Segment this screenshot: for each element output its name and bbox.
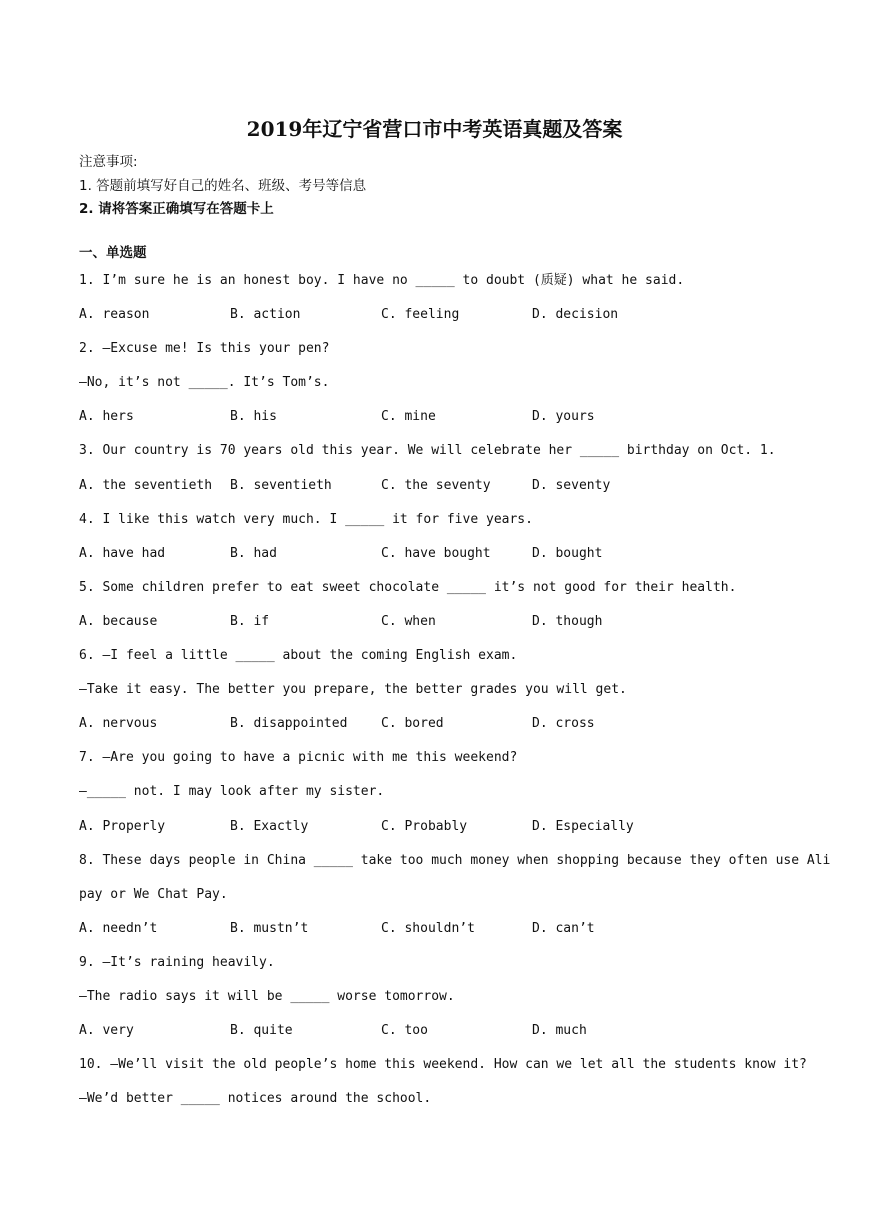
option-c: C. the seventy	[381, 477, 491, 493]
notice-item-2: 2. 请将答案正确填写在答题卡上	[79, 201, 274, 217]
question-line: —No, it’s not _____. It’s Tom’s.	[79, 375, 330, 391]
option-b: B. mustn’t	[230, 920, 309, 936]
option-a: A. have had	[79, 545, 166, 561]
question-stem: 6. —I feel a little _____ about the coming English exam.	[79, 648, 518, 664]
option-b: B. quite	[230, 1023, 293, 1039]
question-2	[79, 332, 799, 434]
option-c: C. too	[381, 1023, 428, 1039]
question-7	[79, 741, 799, 843]
option-c: C. bored	[381, 716, 444, 732]
option-a: A. because	[79, 613, 158, 629]
question-line: —_____ not. I may look after my sister.	[79, 784, 385, 800]
question-line: —The radio says it will be _____ worse tomorrow.	[79, 988, 455, 1004]
question-4	[79, 503, 799, 571]
options-row	[79, 605, 799, 639]
options-row	[79, 1014, 799, 1048]
option-b: B. seventieth	[230, 477, 332, 493]
options-row	[79, 810, 799, 844]
option-d: D. yours	[532, 409, 595, 425]
option-d: D. cross	[532, 716, 595, 732]
question-stem: 5. Some children prefer to eat sweet chocolate _____ it’s not good for their health.	[79, 579, 737, 595]
question-3	[79, 434, 799, 502]
question-list	[79, 264, 831, 1116]
option-d: D. decision	[532, 307, 619, 323]
option-b: B. if	[230, 613, 270, 629]
notice-block	[79, 151, 366, 222]
option-b: B. his	[230, 409, 277, 425]
options-row	[79, 298, 799, 332]
option-a: A. the seventieth	[79, 477, 213, 493]
question-stem: 9. —It’s raining heavily.	[79, 954, 275, 970]
options-row	[79, 707, 799, 741]
option-c: C. shouldn’t	[381, 920, 475, 936]
option-d: D. can’t	[532, 920, 595, 936]
option-d: D. seventy	[532, 477, 611, 493]
option-b: B. action	[230, 307, 301, 323]
option-a: A. Properly	[79, 818, 166, 834]
question-line: pay or We Chat Pay.	[79, 886, 228, 902]
notice-heading: 注意事项:	[79, 154, 138, 170]
question-stem: 2. —Excuse me! Is this your pen?	[79, 341, 330, 357]
option-c: C. feeling	[381, 307, 460, 323]
option-a: A. needn’t	[79, 920, 158, 936]
question-6	[79, 639, 799, 741]
option-d: D. much	[532, 1023, 587, 1039]
option-c: C. Probably	[381, 818, 468, 834]
question-stem: 10. —We’ll visit the old people’s home this weekend. How can we let all the students know it?	[79, 1057, 807, 1073]
question-10	[79, 1048, 807, 1116]
options-row	[79, 469, 799, 503]
question-1	[79, 264, 799, 332]
notice-item-1: 1. 答题前填写好自己的姓名、班级、考号等信息	[79, 177, 367, 194]
option-a: A. hers	[79, 409, 134, 425]
option-a: A. nervous	[79, 716, 158, 732]
question-9	[79, 946, 799, 1048]
options-row	[79, 912, 799, 946]
option-d: D. bought	[532, 545, 603, 561]
option-c: C. have bought	[381, 545, 491, 561]
option-a: A. very	[79, 1023, 134, 1039]
option-a: A. reason	[79, 307, 150, 323]
options-row	[79, 400, 799, 434]
option-d: D. though	[532, 613, 603, 629]
option-b: B. Exactly	[230, 818, 309, 834]
section-heading: 一、单选题	[79, 245, 147, 261]
page-title: 2019年辽宁省营口市中考英语真题及答案	[246, 117, 623, 141]
question-stem: 7. —Are you going to have a picnic with me this weekend?	[79, 750, 518, 766]
question-8	[79, 844, 831, 946]
option-b: B. had	[230, 545, 277, 561]
question-stem: 3. Our country is 70 years old this year. We will celebrate her _____ birthday on Oct. 1.	[79, 443, 776, 459]
question-line: —Take it easy. The better you prepare, the better grades you will get.	[79, 682, 627, 698]
question-stem: 4. I like this watch very much. I _____ it for five years.	[79, 511, 533, 527]
option-d: D. Especially	[532, 818, 634, 834]
options-row	[79, 537, 799, 571]
option-c: C. mine	[381, 409, 436, 425]
question-5	[79, 571, 799, 639]
option-c: C. when	[381, 613, 436, 629]
option-b: B. disappointed	[230, 716, 348, 732]
question-line: —We’d better _____ notices around the school.	[79, 1091, 432, 1107]
question-stem: 8. These days people in China _____ take too much money when shopping because they often use Ali	[79, 852, 831, 868]
question-stem: 1. I’m sure he is an honest boy. I have no _____ to doubt (质疑) what he said.	[79, 273, 685, 288]
